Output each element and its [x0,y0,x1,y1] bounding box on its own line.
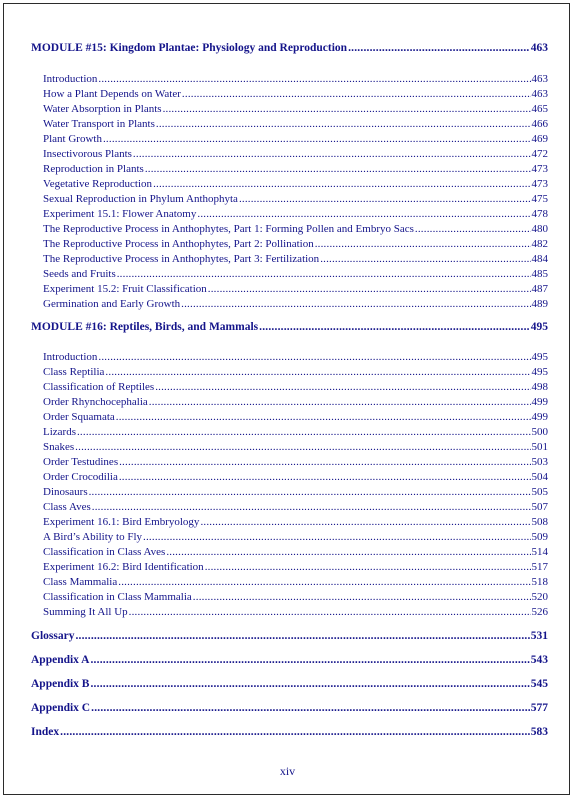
toc-entry[interactable] [43,193,548,206]
folio-page-number: xiv [279,764,296,778]
dot-leader [98,351,530,364]
entry-page: 466 [531,118,548,130]
entry-page: 499 [531,411,548,423]
entry-page: 465 [531,103,548,115]
entry-page: 514 [531,546,548,558]
page-number: 495 [530,321,548,333]
entry-label: Order Crocodilia [43,471,118,483]
entry-label: Glossary [31,630,75,642]
toc-entry[interactable] [43,118,548,131]
back-matter-entry[interactable] [31,726,548,739]
entry-page: 473 [531,163,548,175]
toc-entry[interactable] [43,298,548,311]
toc-entry[interactable] [43,486,548,499]
entry-page: 509 [531,531,548,543]
entry-label: Sexual Reproduction in Phylum Anthophyta [43,193,238,205]
dot-leader [133,148,531,161]
entry-label: A Bird’s Ability to Fly [43,531,143,543]
entry-label: Germination and Early Growth [43,298,181,310]
entry-page: 503 [531,456,548,468]
dot-leader [155,381,530,394]
dot-leader [75,630,529,643]
toc-entry[interactable] [43,426,548,439]
entry-label: Order Rhynchocephalia [43,396,148,408]
dot-leader [181,298,530,311]
dot-leader [129,606,531,619]
entry-label: Insectivorous Plants [43,148,132,160]
entry-page: 501 [531,441,548,453]
module-title: MODULE #16: Reptiles, Birds, and Mammals [31,321,259,333]
entry-label: Class Mammalia [43,576,118,588]
dot-leader [156,118,531,131]
dot-leader [259,321,530,334]
toc-entry[interactable] [43,531,548,544]
entry-page: 472 [531,148,548,160]
entry-label: Plant Growth [43,133,102,145]
entry-label: Water Absorption in Plants [43,103,162,115]
entry-page: 520 [531,591,548,603]
entry-page: 526 [531,606,548,618]
entry-page: 518 [531,576,548,588]
dot-leader [348,42,530,55]
dot-leader [315,238,531,251]
entry-page: 504 [531,471,548,483]
entry-page: 473 [531,178,548,190]
dot-leader [105,366,530,379]
entry-page: 531 [530,630,548,642]
entry-page: 487 [531,283,548,295]
entry-page: 498 [531,381,548,393]
entry-label: Seeds and Fruits [43,268,116,280]
toc-entry[interactable] [43,238,548,251]
toc-entry[interactable] [43,396,548,409]
entry-page: 500 [531,426,548,438]
toc-entry[interactable] [43,73,548,86]
entry-page: 505 [531,486,548,498]
entry-label: Order Testudines [43,456,119,468]
entry-label: The Reproductive Process in Anthophytes, Part 1: Forming Pollen and Embryo Sacs [43,223,414,235]
dot-leader [90,678,529,691]
dot-leader [239,193,531,206]
entry-label: Introduction [43,73,98,85]
toc-entry[interactable] [43,163,548,176]
entry-label: How a Plant Depends on Water [43,88,181,100]
module-heading[interactable] [31,42,548,55]
entry-page: 469 [531,133,548,145]
entry-page: 543 [530,654,548,666]
dot-leader [197,208,530,221]
toc-entry[interactable] [43,208,548,221]
entry-label: Index [31,726,60,738]
dot-leader [143,531,530,544]
entry-page: 463 [531,88,548,100]
dot-leader [60,726,530,739]
entry-label: Classification in Class Mammalia [43,591,192,603]
dot-leader [90,654,529,667]
entry-page: 508 [531,516,548,528]
entry-page: 507 [531,501,548,513]
dot-leader [415,223,531,236]
toc-entry[interactable] [43,456,548,469]
dot-leader [193,591,531,604]
toc-entry[interactable] [43,148,548,161]
entry-label: Order Squamata [43,411,115,423]
dot-leader [118,576,530,589]
entry-page: 495 [531,366,548,378]
toc-entry[interactable] [43,501,548,514]
toc-entry[interactable] [43,366,548,379]
entry-label: Experiment 15.1: Flower Anatomy [43,208,197,220]
dot-leader [98,73,530,86]
dot-leader [149,396,531,409]
dot-leader [208,283,531,296]
toc-entry[interactable] [43,471,548,484]
entry-label: Water Transport in Plants [43,118,155,130]
dot-leader [89,486,531,499]
entry-label: Reproduction in Plants [43,163,144,175]
entry-label: Snakes [43,441,75,453]
entry-page: 485 [531,268,548,280]
entry-label: Summing It All Up [43,606,128,618]
entry-label: Vegetative Reproduction [43,178,153,190]
toc-entry[interactable] [43,133,548,146]
page-number: 463 [530,42,548,54]
dot-leader [117,268,531,281]
toc-entry[interactable] [43,268,548,281]
entry-page: 499 [531,396,548,408]
entry-label: Introduction [43,351,98,363]
entry-label: Experiment 16.2: Bird Identification [43,561,204,573]
dot-leader [103,133,531,146]
dot-leader [163,103,531,116]
module-title: MODULE #15: Kingdom Plantae: Physiology and Reproduction [31,42,348,54]
entry-page: 495 [531,351,548,363]
entry-label: Appendix C [31,702,91,714]
entry-page: 517 [531,561,548,573]
dot-leader [92,501,531,514]
entry-page: 475 [531,193,548,205]
dot-leader [205,561,531,574]
dot-leader [77,426,531,439]
dot-leader [320,253,530,266]
dot-leader [182,88,531,101]
toc-entry[interactable] [43,253,548,266]
back-matter-entry[interactable] [31,678,548,691]
entry-label: Experiment 16.1: Bird Embryology [43,516,200,528]
dot-leader [116,411,531,424]
entry-label: Dinosaurs [43,486,88,498]
entry-page: 484 [531,253,548,265]
back-matter-entry[interactable] [31,630,548,643]
toc-entry[interactable] [43,283,548,296]
entry-page: 489 [531,298,548,310]
dot-leader [166,546,530,559]
dot-leader [153,178,530,191]
entry-page: 463 [531,73,548,85]
entry-page: 545 [530,678,548,690]
toc-entry[interactable] [43,546,548,559]
entry-page: 482 [531,238,548,250]
entry-page: 577 [530,702,548,714]
entry-label: The Reproductive Process in Anthophytes, Part 2: Pollination [43,238,314,250]
toc-entry[interactable] [43,381,548,394]
toc-entry[interactable] [43,178,548,191]
toc-entry[interactable] [43,351,548,364]
dot-leader [119,456,530,469]
toc-entry[interactable] [43,441,548,454]
entry-page: 478 [531,208,548,220]
dot-leader [200,516,530,529]
toc-entry[interactable] [43,223,548,236]
entry-label: Class Aves [43,501,91,513]
toc-entry[interactable] [43,576,548,589]
entry-label: Class Reptilia [43,366,105,378]
entry-page: 583 [530,726,548,738]
toc-entry[interactable] [43,606,548,619]
toc-entry[interactable] [43,561,548,574]
toc-entry[interactable] [43,411,548,424]
toc-entry[interactable] [43,103,548,116]
entry-label: Lizards [43,426,76,438]
toc-entry[interactable] [43,88,548,101]
toc-entry[interactable] [43,591,548,604]
toc-entry[interactable] [43,516,548,529]
entry-label: Classification of Reptiles [43,381,155,393]
back-matter-entry[interactable] [31,654,548,667]
dot-leader [145,163,531,176]
entry-label: Experiment 15.2: Fruit Classification [43,283,207,295]
back-matter-entry[interactable] [31,702,548,715]
module-heading[interactable] [31,321,548,334]
dot-leader [75,441,530,454]
entry-page: 480 [531,223,548,235]
entry-label: Classification in Class Aves [43,546,166,558]
dot-leader [119,471,531,484]
entry-label: The Reproductive Process in Anthophytes, Part 3: Fertilization [43,253,320,265]
dot-leader [91,702,530,715]
entry-label: Appendix A [31,654,90,666]
entry-label: Appendix B [31,678,90,690]
